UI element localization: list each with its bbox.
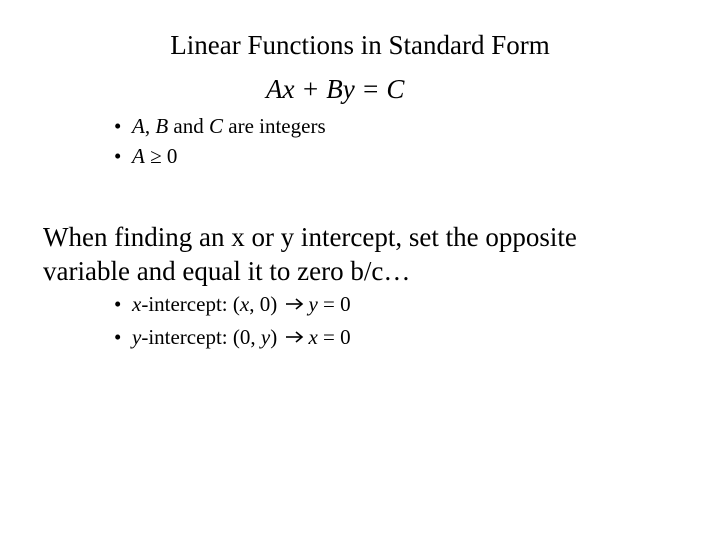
var-x: x (132, 292, 142, 316)
integers-text: are integers (223, 114, 326, 138)
result-rest: = 0 (317, 325, 351, 349)
list-item-x-intercept (114, 292, 351, 317)
comma: , (144, 114, 156, 138)
paragraph-line-2: variable and equal it to zero b/c… (43, 256, 411, 286)
inequality-text: ≥ 0 (144, 144, 178, 168)
bullet-icon: • (114, 292, 122, 316)
y-intercept-label: -intercept: (0, (141, 325, 261, 349)
var-a: A (132, 114, 145, 138)
result-var-y: y (308, 292, 318, 316)
x-intercept-label: -intercept: ( (141, 292, 240, 316)
point-rest: , 0) (249, 292, 283, 316)
intercept-paragraph (43, 220, 577, 288)
right-arrow-icon (282, 292, 308, 317)
and-text: and (168, 114, 209, 138)
point-rest: ) (270, 325, 283, 349)
var-b: B (155, 114, 169, 138)
var-a: A (132, 144, 145, 168)
result-rest: = 0 (317, 292, 351, 316)
list-item-y-intercept (114, 325, 351, 350)
equation-text: Ax + By = C (266, 74, 405, 104)
paragraph-line-1: When finding an x or y intercept, set the opposite (43, 222, 577, 252)
bullet-icon: • (114, 114, 122, 138)
title-text: Linear Functions in Standard Form (170, 30, 550, 60)
var-y: y (132, 325, 142, 349)
list-item-a-nonnegative (114, 144, 177, 169)
list-item-integers (114, 114, 326, 139)
point-var-x: x (239, 292, 250, 316)
slide-title (0, 30, 720, 61)
right-arrow-icon (282, 325, 308, 350)
bullet-icon: • (114, 325, 122, 349)
result-var-x: x (308, 325, 318, 349)
bullet-icon: • (114, 144, 122, 168)
point-var-y: y (260, 325, 271, 349)
var-c: C (208, 114, 223, 138)
